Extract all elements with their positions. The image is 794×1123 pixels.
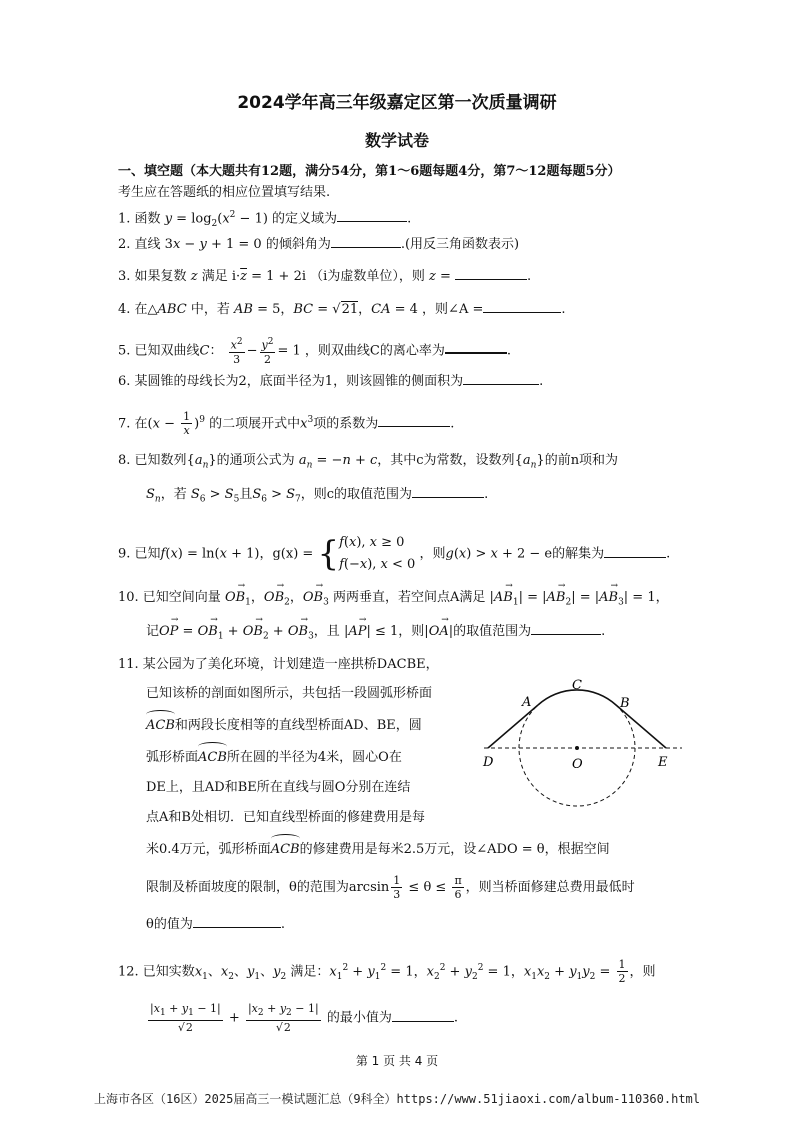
segment-be [616,705,666,748]
label-b: B [620,696,630,711]
label-a: A [522,695,532,710]
question-6: 6. 某圆锥的母线长为2，底面半径为1，则该圆锥的侧面积为 . [118,374,544,389]
question-11-line-6: 点A和B处相切．已知直线型桥面的修建费用是每 [146,810,425,825]
center-point [575,746,579,750]
question-1: 1. 函数 $y = \log_2(x^2 - 1)$ 的定义域为 . [118,210,412,229]
question-10-line-1: 10. 已知空间向量 → $OB_1$，→ $OB_2$，→ $OB_3$ 两两垂直，若空间点A满足 |→ $AB_1|$ = |→ $AB_2|$ = |→ $AB_3| = 1$， [118,588,669,613]
question-8-line-2: $S_n$，若 $S_6 > S_5$且$S_6 > S_7$，则c的取值范围为 . [146,487,489,505]
question-5: 5. 已知双曲线C： $\frac{x^2}{3}$ − $\frac{y^2}{2}$ = 1 ，则双曲线C的离心率为 . [118,337,511,366]
label-d: D [483,755,494,770]
question-11-line-9: θ的值为 . [146,917,285,932]
question-2: 2. 直线 3x − y + 1 = 0 的倾斜角为 .(用反三角函数表示) [118,237,520,252]
question-4: 4. 在△ABC 中，若 AB = 5，BC = √21，CA = 4 ，则∠A = . [118,302,566,317]
source-footer: 上海市各区（16区）2025届高三一模试题汇总（9科全）https://www.51jiaoxi.com/album-110360.html [93,1092,700,1106]
section-heading: 一、填空题（本大题共有12题，满分54分，第1～6题每题4分，第7～12题每题5分） [118,164,621,179]
question-11-line-8: 限制及桥面坡度的限制，θ的范围为arcsin $\frac{1}{3}$ ≤ θ ≤ $\frac{\pi}{6}$ ，则当桥面修建总费用最低时 [146,874,635,901]
section-instruction: 考生应在答题纸的相应位置填写结果. [118,185,331,200]
question-11-line-2: 已知该桥的剖面如图所示，共包括一段圆弧形桥面 [146,686,433,701]
question-11-line-1: 11. 某公园为了美化环境，计划建造一座拱桥DACBE， [118,657,439,672]
question-12-line-2: $\frac{|x_1 + y_1 - 1|}{√2}$ + $\frac{|x_2 + y_2 - 1|}{√2}$ 的最小值为 . [150,1002,458,1035]
question-3: 3. 如果复数 z 满足 $i\cdot\overline{z} = 1 + 2i$ （i为虚数单位），则 z = . [118,269,532,284]
label-e: E [658,755,668,770]
question-11-line-5: DE上，且AD和BE所在直线与圆O分别在连结 [146,780,411,795]
question-11-line-3: ACB和两段长度相等的直线型桥面AD、BE，圆 [146,716,422,736]
question-11-line-7: 米0.4万元，弧形桥面ACB的修建费用是每米2.5万元，设∠ADO = θ，根据空间 [146,840,610,860]
segment-ad [488,705,538,748]
label-o: O [572,757,583,772]
exam-title: 2024学年高三年级嘉定区第一次质量调研 [237,93,557,113]
question-7: 7. 在(x − $\frac{1}{x}$ )$^9$ 的二项展开式中$x^3$项的系数为 . [118,410,455,438]
bridge-diagram [478,672,688,812]
label-c: C [572,678,582,693]
exam-subtitle: 数学试卷 [364,131,429,150]
question-11-line-4: 弧形桥面ACB所在圆的半径为4米，圆心O在 [146,748,402,768]
page-number: 第 1 页 共 4 页 [355,1054,439,1068]
question-10-line-2: 记→ OP = → $OB_1$ + → $OB_2$ + → $OB_3$，且 |→ AP| ≤ 1，则|→ OA|的取值范围为 . [146,622,605,647]
question-12-line-1: 12. 已知实数$x_1$、$x_2$、$y_1$、$y_2$ 满足：$x_1^2 + y_1^2 = 1$，$x_2^2 + y_2^2 = 1$，$x_1x_2 + y_1y_2$ = $\frac{1}{2}$ ，则 [118,958,656,986]
question-8-line-1: 8. 已知数列$\{a_n\}$的通项公式为 $a_n = -n + c$，其中c为常数，设数列$\{a_n\}$的前n项和为 [118,453,619,471]
question-9: 9. 已知f(x) = ln(x + 1)，g(x) = {f(x), x ≥ 0 f(−x), x < 0 ，则g(x) > x + 2 − e的解集为 . [118,534,671,574]
